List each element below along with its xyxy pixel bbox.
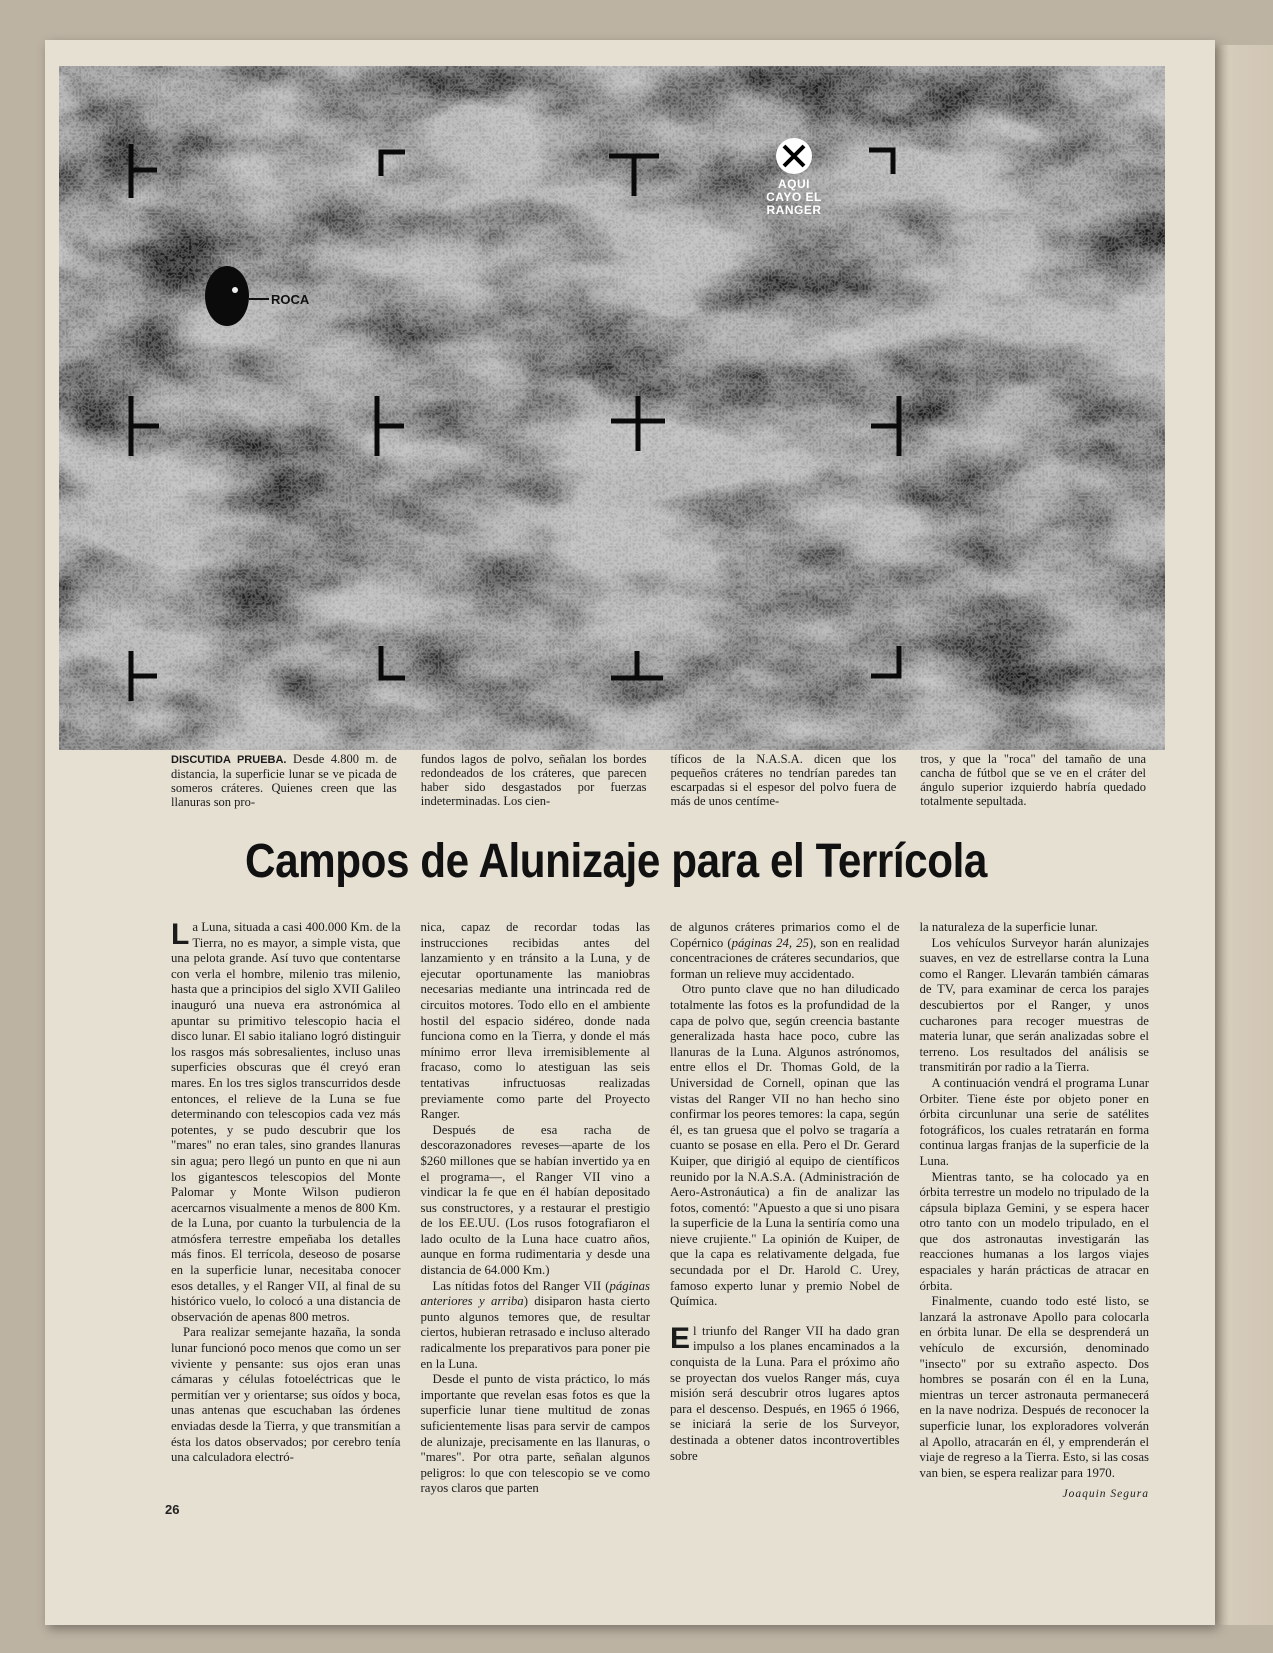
caption-col-1 — [171, 752, 397, 809]
drop-cap: L — [171, 918, 190, 951]
paragraph — [171, 920, 401, 1325]
adjacent-page-edge — [1205, 45, 1273, 1625]
article-body — [171, 920, 1149, 1575]
paragraph — [670, 1321, 900, 1464]
paragraph: Desde el punto de vista práctico, lo más importante que revelan esas fotos es que la superficie lunar tiene multitud de zonas suficientemente lisas para servir de campos de alunizaje, precisamente en las llanuras, o "mares". Por otra parte, señalan algunos peligros: lo que con telescopio se ve como rayos claros que parten — [420, 1372, 650, 1496]
paragraph: Otro punto clave que no han diludicado totalmente las fotos es la profundidad de la capa de polvo que, según creencia bastante generalizada hasta hace poco, cubre las llanuras de la Luna. Algunos astrónomos, entre ellos el Dr. Thomas Gold, de la Universidad de Cornell, opinan que las vistas del Ranger VII no han hecho sino confirmar los peores temores: la capa, según él, es tan gruesa que el polvo se tragaría a cuanto se posase en ella. Pero el Dr. Gerard Kuiper, que dirigió al equipo de científicos reunido por la N.A.S.A. (Administración de Aero-Astronáutica) a fin de analizar las fotos, comentó: "Apuesto a que si uno pisara la superficie de la Luna la sentiría como una nieve crujiente." La opinión de Kuiper, de que la capa es relativamente delgada, fue secundada por el Dr. Harold C. Urey, famoso experto lunar y premio Nobel de Química. — [670, 982, 900, 1309]
paragraph-text: ) disiparon hasta cierto punto algunos temores que, de resultar ciertos, hubieran retrasado e incluso alterado radicalmente los preparativos para poner pie en la Luna. — [420, 1294, 650, 1371]
page-number: 26 — [165, 1502, 180, 1517]
paragraph: Finalmente, cuando todo esté listo, se lanzará la astronave Apollo para colocarla en órbita lunar. De ella se desprenderá un vehículo de excursión, denominado "insecto" por su extraño aspecto. Dos hombres se posarán con él en la Luna, mientras un tercer astronauta permanecerá en la nave nodriza. Después de reconocer la superficie lunar, los exploradores volverán al Apollo, atracarán en él, y emprenderán el viaje de regreso a la Tierra. Esto, si las cosas van bien, se espera realizar para 1970. — [919, 1294, 1149, 1480]
paragraph-text: ), son en realidad concentraciones de cráteres secundarios, que forman un relieve muy accidentado. — [670, 935, 900, 981]
paragraph-text: l triunfo del Ranger VII ha dado gran impulso a los planes encaminados a la conquista de la Luna. Para el próximo año se proyectan dos vuelos Ranger más, cuya misión será descubrir otros lugares aptos para el descenso. Después, en 1965 ó 1966, se iniciará la serie de los Surveyor, destinada a obtener datos incontrovertibles sobre — [670, 1323, 900, 1463]
section-gap — [670, 1310, 900, 1324]
paragraph: Los vehículos Surveyor harán alunizajes suaves, en vez de estrellarse contra la Luna como el Ranger. Llevarán también cámaras de TV, para examinar de cerca los parajes descubiertos por el Ranger, y unos cucharones para recoger muestras de materia lunar, que serán analizadas sobre el terreno. Los resultados del análisis se transmitirán por radio a la Tierra. — [919, 935, 1149, 1075]
caption-col-2: fundos lagos de polvo, señalan los bordes redondeados de los cráteres, que parecen haber sido desgastados por fuerzas indeterminadas. Los cien- — [420, 752, 647, 808]
page-reference: páginas 24, 25 — [731, 935, 809, 950]
paragraph-text: a Luna, situada a casi 400.000 Km. de la Tierra, no es mayor, a simple vista, que una pelota grande. Así tuvo que contentarse con verla el hombre, milenio tras milenio, hasta que a principios del siglo XVII Galileo inauguró una nueva era astronómica al apuntar su primitivo telescopio hacia el disco lunar. El sabio italiano logró distinguir los rasgos más sobresalientes, incluso unas superficies obscuras que él creyó eran mares. En los tres siglos transcurridos desde entonces, el relieve de la Luna se fue determinando con telescopios cada vez más potentes, y se pudo descubrir que los "mares" no eran tales, sino grandes llanuras sin agua; pero llegó un punto en que ni aun los gigantescos telescopios del Monte Palomar y Monte Wilson pudieron acercarnos visualmente a menos de 800 Km. de la Luna, por cuanto la turbulencia de la atmósfera terrestre empeñaba los detalles más finos. El terrícola, deseoso de posarse en la superficie lunar, necesitaba conocer esos detalles, y el Ranger VII, al final de su histórico vuelo, lo colocó a una distancia de observación de apenas 800 metros. — [171, 920, 401, 1324]
paragraph — [670, 920, 900, 982]
moon-surface-image — [59, 66, 1165, 750]
page-reference: páginas anteriores y arriba — [420, 1278, 650, 1309]
article-col-4 — [920, 920, 1150, 1575]
magazine-page — [45, 40, 1215, 1625]
article-col-2 — [421, 920, 651, 1575]
caption-text-1: Desde 4.800 m. de distancia, la superficie lunar se ve picada de someros cráteres. Quienes creen que las llanuras son pro- — [171, 752, 397, 809]
paragraph: nica, capaz de recordar todas las instrucciones recibidas antes del lanzamiento y en tránsito a la Luna, y de ejecutar oportunamente las maniobras necesarias mediante una intrincada red de circuitos motores. Todo ello en el ambiente hostil del espacio sidéreo, donde nada funciona como en la Tierra, y donde el más mínimo error lleva irremisiblemente al fracaso, como lo atestiguan las seis tentativas infructuosas realizadas previamente como parte del Proyecto Ranger. — [420, 920, 650, 1122]
impact-marker-label: AQUI CAYO EL RANGER — [766, 177, 822, 217]
paragraph: Después de esa racha de descorazonadores reveses—aparte de los $260 millones que se habían invertido ya en el programa—, el Ranger VII vino a vindicar la fe que en él habían depositado sus constructores, y a restaurar el prestigio de los EE.UU. (Los rusos fotografiaron el lado oculto de la Luna hace cuatro años, aunque en forma rudimentaria y desde una distancia de 64.000 Km.) — [420, 1122, 650, 1278]
drop-cap: E — [670, 1321, 691, 1355]
lunar-surface-photo — [59, 66, 1165, 750]
paragraph: A continuación vendrá el programa Lunar Orbiter. Tiene éste por objeto poner en órbita circunlunar una serie de satélites fotográficos, los cuales retratarán en forma continua largas franjas de la superficie de la Luna. — [919, 1075, 1149, 1168]
paragraph: Para realizar semejante hazaña, la sonda lunar funcionó poco menos que como un ser viviente y pensante: sus ojos eran unas cámaras y células fotoeléctricas que le permitían ver y orientarse; sus oídos y boca, unas antenas que escuchaban las órdenes enviadas desde la Tierra, y que transmitían a ésta los datos observados; por cerebro tenía una calculadora electró- — [171, 1325, 401, 1465]
paragraph: la naturaleza de la superficie lunar. — [919, 920, 1098, 934]
caption-col-3: tíficos de la N.A.S.A. dicen que los pequeños cráteres no tendrían paredes tan escarpadas si el espesor del polvo fuera de más de unos centíme- — [670, 752, 897, 808]
paragraph-text: Las nítidas fotos del Ranger VII ( — [432, 1278, 610, 1293]
paragraph — [421, 1279, 651, 1373]
photo-caption — [171, 752, 1146, 808]
paragraph: Mientras tanto, se ha colocado ya en órbita terrestre un modelo no tripulado de la cápsula biplaza Gemini, y se espera hacer otro tanto con un modelo tripulado, en el que dos astronautas investigarán las reacciones humanas a los largos viajes espaciales y harán prácticas de atracar en órbita. — [919, 1169, 1149, 1293]
author-byline: Joaquin Segura — [1062, 1488, 1149, 1501]
caption-lead: DISCUTIDA PRUEBA. — [171, 754, 287, 766]
article-col-3 — [670, 920, 900, 1575]
article-headline: Campos de Alunizaje para el Terrícola — [245, 835, 987, 888]
article-col-1 — [171, 920, 401, 1575]
roca-label: ROCA — [271, 292, 310, 307]
paragraph-text: de algunos cráteres primarios como el de Copérnico ( — [670, 920, 900, 950]
caption-col-4: tros, y que la "roca" del tamaño de una cancha de fútbol que se ve en el cráter del ángulo superior izquierdo habría quedado totalmente sepultada. — [920, 752, 1146, 808]
